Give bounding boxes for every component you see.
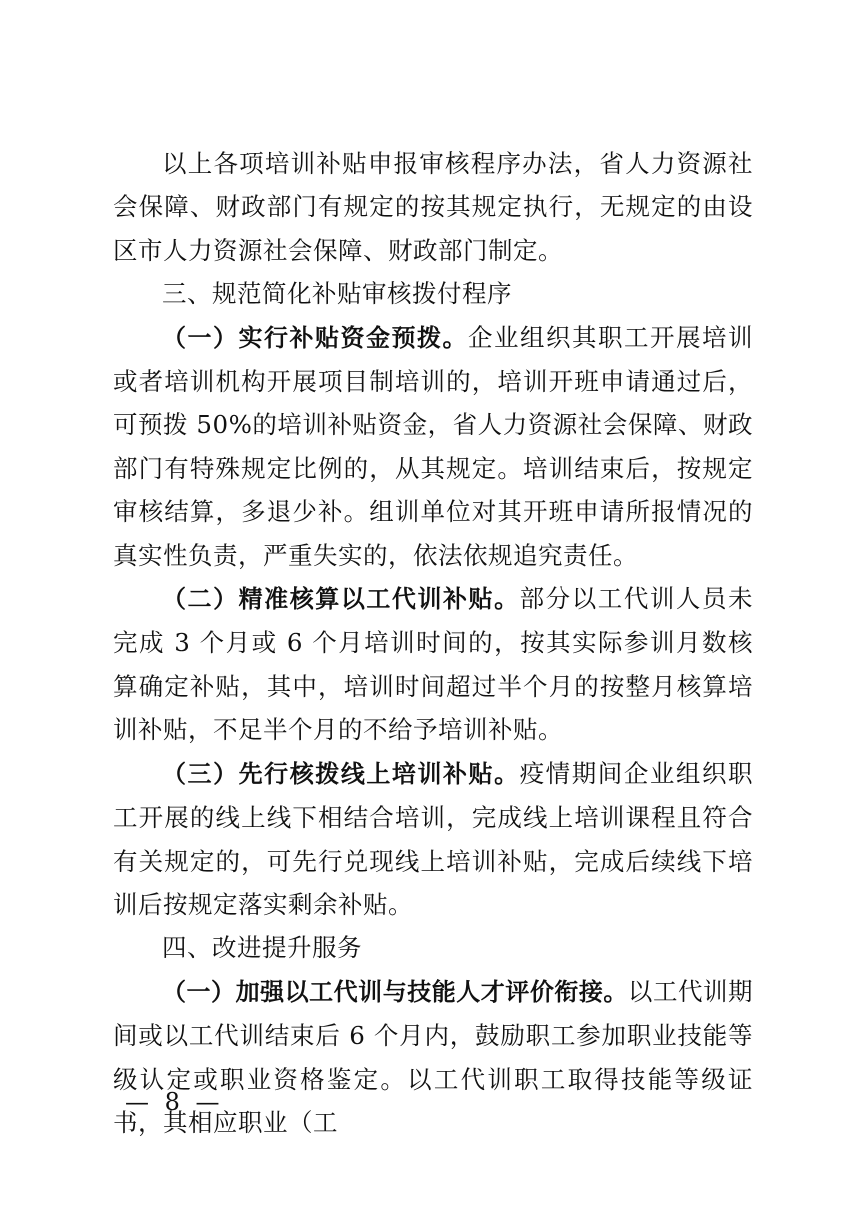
paragraph-precise-accounting — [113, 577, 753, 752]
paragraph-skill-evaluation — [113, 970, 753, 1145]
paragraph-text: 疫情期间企业组织职工开展的线上线下相结合培训，完成线上培训课程且符合有关规定的，可先行兑现线上培训补贴，完成后续线下培训后按规定落实剩余补贴。 — [113, 758, 754, 919]
paragraph-training-subsidy-procedure — [113, 142, 753, 272]
section-heading-4 — [113, 926, 753, 969]
paragraph-text: 企业组织其职工开展培训或者培训机构开展项目制培训的，培训开班申请通过后，可预拨 50%的培训补贴资金，省人力资源社会保障、财政部门有特殊规定比例的，从其规定。培训结束后，按规定审核结算，多退少补。组训单位对其开班申请所报情况的真实性负责，严重失实的，依法依规追究责任。 — [113, 322, 753, 570]
paragraph-text: 部分以工代训人员未完成 3 个月或 6 个月培训时间的，按其实际参训月数核算确定补贴，其中，培训时间超过半个月的按整月核算培训补贴，不足半个月的不给予培训补贴。 — [113, 584, 754, 745]
document-page — [113, 142, 753, 1144]
paragraph-prepayment — [113, 316, 753, 577]
heading-text: 四、改进提升服务 — [162, 933, 362, 963]
paragraph-online-training — [113, 752, 753, 927]
paragraph-lead: （二）精准核算以工代训补贴。 — [162, 585, 520, 614]
heading-text: 三、规范简化补贴审核拨付程序 — [162, 279, 512, 309]
paragraph-text: 以上各项培训补贴申报审核程序办法，省人力资源社会保障、财政部门有规定的按其规定执行，无规定的由设区市人力资源社会保障、财政部门制定。 — [113, 149, 753, 265]
paragraph-text: 以工代训期间或以工代训结束后 6 个月内，鼓励职工参加职业技能等级认定或职业资格鉴定。以工代训职工取得技能等级证书，其相应职业（工 — [113, 976, 754, 1137]
section-heading-3 — [113, 272, 753, 315]
paragraph-lead: （三）先行核拨线上培训补贴。 — [162, 759, 520, 788]
page-number: — 8 — — [125, 1088, 224, 1116]
paragraph-lead: （一）加强以工代训与技能人才评价衔接。 — [162, 977, 628, 1006]
paragraph-lead: （一）实行补贴资金预拨。 — [162, 323, 468, 352]
